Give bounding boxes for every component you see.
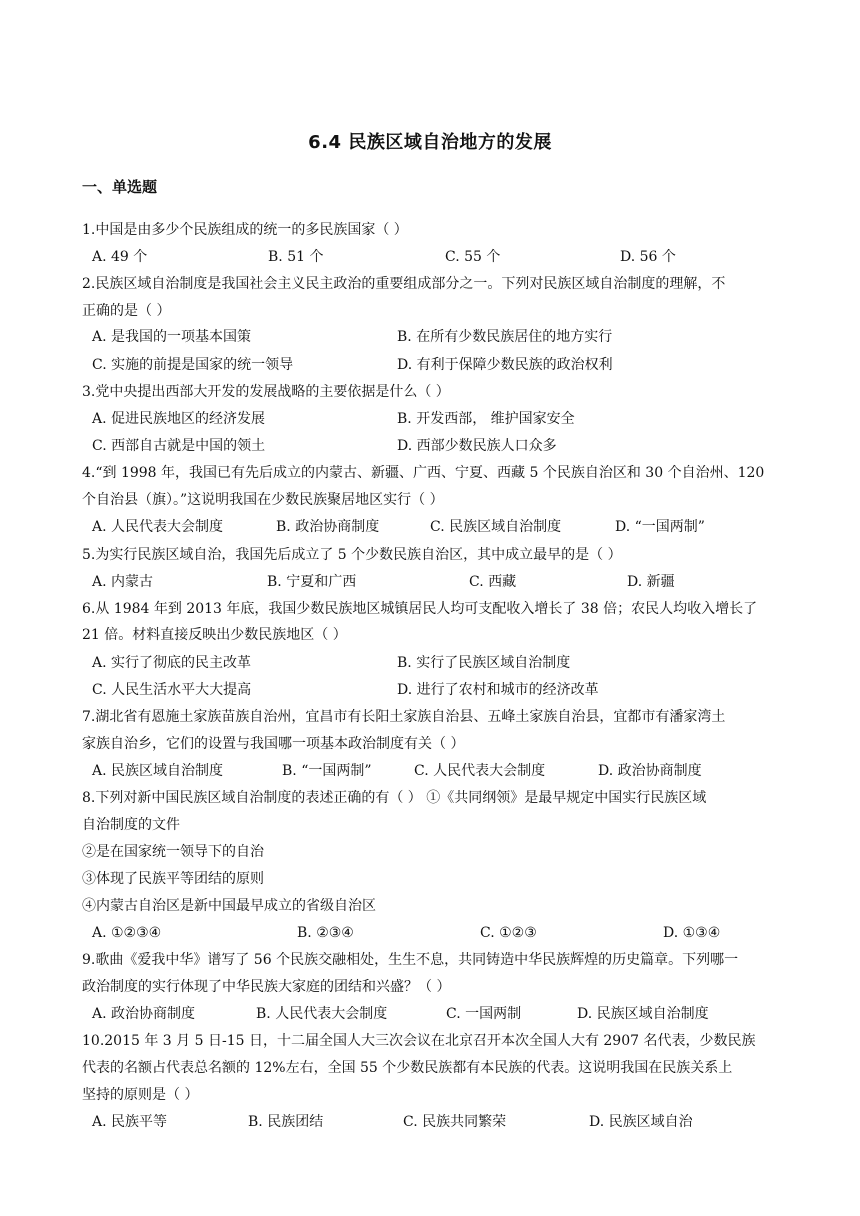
question-10-text: 坚持的原则是（ ） [82,1087,199,1103]
answer-option[interactable]: C. 西部自古就是中国的领土 [92,438,266,454]
answer-option[interactable]: B. “一国两制” [282,763,372,779]
question-9-text: 政治制度的实行体现了中华民族大家庭的团结和兴盛？（ ） [82,979,451,995]
question-8-text: ④内蒙古自治区是新中国最早成立的省级自治区 [82,898,376,914]
question-9-text: 9.歌曲《爱我中华》谱写了 56 个民族交融相处，生生不息，共同铸造中华民族辉煌的历史篇章。下列哪一 [82,952,739,968]
answer-option[interactable]: B. 在所有少数民族居住的地方实行 [397,329,613,345]
question-4-text: 4.“到 1998 年，我国已有先后成立的内蒙古、新疆、广西、宁夏、西藏 5 个民族自治区和 30 个自治州、120 [82,465,765,481]
question-2-text: 正确的是（ ） [82,303,171,319]
answer-option[interactable]: D. 西部少数民族人口众多 [397,438,557,454]
question-8-text: ③体现了民族平等团结的原则 [82,871,264,887]
answer-option[interactable]: A. 49 个 [92,249,148,265]
answer-option[interactable]: C. 西藏 [469,574,517,590]
answer-option[interactable]: D. 进行了农村和城市的经济改革 [397,682,599,698]
answer-option[interactable]: C. 实施的前提是国家的统一领导 [92,357,294,373]
question-8-text: 8.下列对新中国民族区域自治制度的表述正确的有（ ） ①《共同纲领》是最早规定中国实行民族区域 [82,790,707,806]
question-3-options [92,409,792,429]
question-9-options [92,1004,792,1024]
question-10-text: 10.2015 年 3 月 5 日-15 日，十二届全国人大三次会议在北京召开本次全国人大有 2907 名代表，少数民族 [82,1033,756,1049]
question-6-options [92,680,792,700]
question-8-text: ②是在国家统一领导下的自治 [82,844,264,860]
question-8-text: 自治制度的文件 [82,817,180,833]
answer-option[interactable]: D. 民族区域自治制度 [577,1006,709,1022]
question-6-options [92,653,792,673]
answer-option[interactable]: C. 民族共同繁荣 [403,1114,507,1130]
answer-option[interactable]: A. 人民代表大会制度 [92,519,224,535]
answer-option[interactable]: B. 开发西部， 维护国家安全 [397,411,575,427]
answer-option[interactable]: C. 一国两制 [446,1006,522,1022]
answer-option[interactable]: C. 民族区域自治制度 [430,519,562,535]
answer-option[interactable]: D. “一国两制” [615,519,705,535]
answer-option[interactable]: B. 人民代表大会制度 [256,1006,388,1022]
answer-option[interactable]: C. 人民生活水平大大提高 [92,682,252,698]
question-1-options [92,247,792,267]
question-2-options [92,327,792,347]
question-6-text: 6.从 1984 年到 2013 年底，我国少数民族地区城镇居民人均可支配收入增长了 38 倍；农民人均收入增长了 [82,601,758,617]
answer-option[interactable]: B. ②③④ [297,925,354,941]
question-4-text: 个自治县（旗）。”这说明我国在少数民族聚居地区实行（ ） [82,492,444,508]
answer-option[interactable]: B. 宁夏和广西 [267,574,357,590]
answer-option[interactable]: A. 是我国的一项基本国策 [92,329,252,345]
question-6-text: 21 倍。材料直接反映出少数民族地区（ ） [82,627,347,643]
question-7-text: 7.湖北省有恩施土家族苗族自治州，宜昌市有长阳土家族自治县、五峰土家族自治县，宜都市有潘家湾土 [82,709,726,725]
question-3-options [92,436,792,456]
question-5-text: 5.为实行民族区域自治，我国先后成立了 5 个少数民族自治区，其中成立最早的是（ ） [82,547,622,563]
answer-option[interactable]: D. ①③④ [663,925,721,941]
answer-option[interactable]: B. 实行了民族区域自治制度 [397,655,571,671]
question-5-options [92,572,792,592]
answer-option[interactable]: A. ①②③④ [92,925,162,941]
answer-option[interactable]: D. 民族区域自治 [589,1114,693,1130]
answer-option[interactable]: B. 51 个 [268,249,324,265]
question-7-options [92,761,792,781]
question-1-text: 1.中国是由多少个民族组成的统一的多民族国家（ ） [82,222,408,238]
answer-option[interactable]: A. 民族区域自治制度 [92,763,224,779]
answer-option[interactable]: B. 民族团结 [248,1114,324,1130]
answer-option[interactable]: A. 内蒙古 [92,574,154,590]
section-heading: 一、单选题 [82,178,158,196]
question-10-options [92,1112,792,1132]
answer-option[interactable]: C. 55 个 [445,249,501,265]
answer-option[interactable]: C. 人民代表大会制度 [414,763,546,779]
page-title: 6.4 民族区域自治地方的发展 [308,132,552,153]
answer-option[interactable]: D. 56 个 [620,249,676,265]
answer-option[interactable]: A. 政治协商制度 [92,1006,196,1022]
question-4-options [92,517,792,537]
answer-option[interactable]: A. 实行了彻底的民主改革 [92,655,252,671]
answer-option[interactable]: D. 有利于保障少数民族的政治权利 [397,357,613,373]
answer-option[interactable]: A. 促进民族地区的经济发展 [92,411,266,427]
question-2-text: 2.民族区域自治制度是我国社会主义民主政治的重要组成部分之一。下列对民族区域自治制度的理解，不 [82,276,726,292]
question-10-text: 代表的名额占代表总名额的 12%左右，全国 55 个少数民族都有本民族的代表。这说明我国在民族关系上 [82,1060,733,1076]
question-3-text: 3.党中央提出西部大开发的发展战略的主要依据是什么（ ） [82,384,450,400]
question-2-options [92,355,792,375]
answer-option[interactable]: C. ①②③ [480,925,537,941]
answer-option[interactable]: D. 新疆 [627,574,675,590]
answer-option[interactable]: A. 民族平等 [92,1114,168,1130]
question-7-text: 家族自治乡，它们的设置与我国哪一项基本政治制度有关（ ） [82,736,465,752]
answer-option[interactable]: B. 政治协商制度 [276,519,380,535]
question-8-options [92,923,792,943]
answer-option[interactable]: D. 政治协商制度 [598,763,702,779]
